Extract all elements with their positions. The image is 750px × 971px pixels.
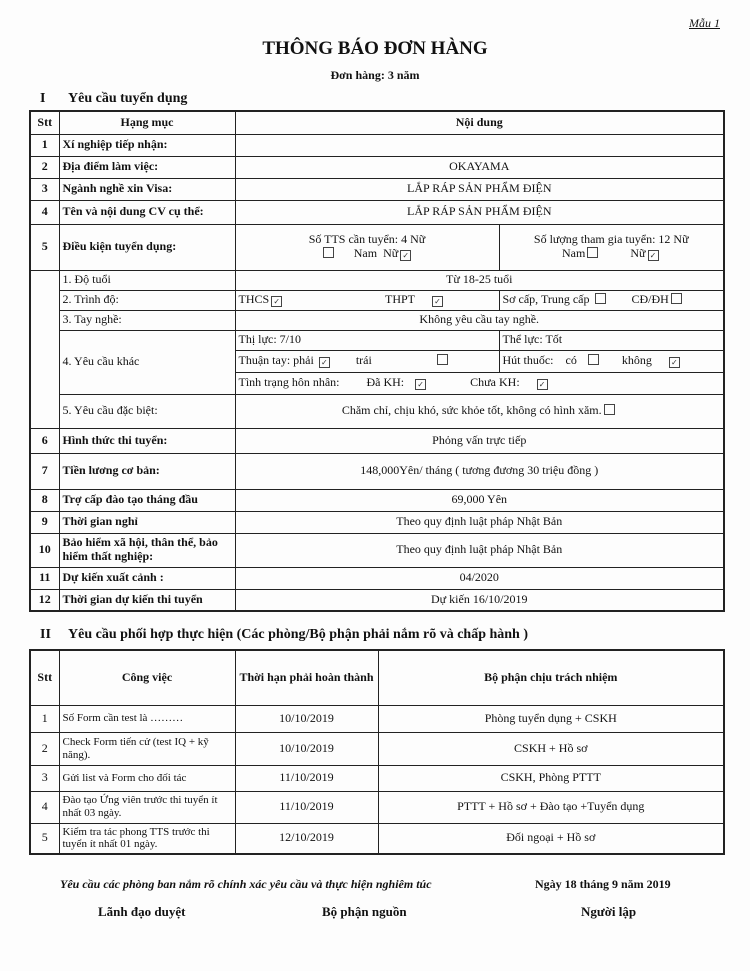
header-stt: Stt [30, 650, 59, 705]
row-label: Hình thức thi tuyển: [59, 428, 235, 453]
education-thcs-thpt [235, 290, 499, 310]
task-stt: 2 [30, 732, 59, 765]
task-stt: 5 [30, 823, 59, 854]
table-row [30, 178, 724, 200]
task-name: Đào tạo Ứng viên trước thi tuyển ít nhất 03 ngày. [59, 791, 235, 823]
signature-source-dept: Bộ phận nguồn [322, 904, 407, 919]
header-task: Công việc [59, 650, 235, 705]
row-label: Xí nghiệp tiếp nhận: [59, 134, 235, 156]
row-stt: 6 [30, 428, 59, 453]
table-row [30, 310, 724, 330]
married-checkbox-checked[interactable]: ✓ [415, 379, 426, 390]
table-row [30, 224, 724, 270]
row-label: Tiền lương cơ bản: [59, 453, 235, 489]
row-value: Phỏng vấn trực tiếp [235, 428, 724, 453]
smoking-yes-checkbox[interactable] [588, 354, 599, 365]
left-hand-label: trái [355, 353, 372, 367]
row-stt: 2 [30, 156, 59, 178]
table-row [30, 533, 724, 567]
socap-checkbox[interactable] [595, 293, 606, 304]
row-value: 69,000 Yên [235, 489, 724, 511]
header-content: Nội dung [235, 111, 724, 134]
eyesight-value: Thị lực: 7/10 [235, 330, 499, 350]
row-label: 5. Yêu cầu đặc biệt: [59, 394, 235, 428]
section-2-number: II [40, 627, 51, 642]
table-row [30, 567, 724, 589]
male-checkbox[interactable] [323, 247, 334, 258]
marital-label: Tình trạng hôn nhân: [238, 375, 340, 389]
row-value: Chăm chỉ, chịu khó, sức khỏe tốt, không có hình xăm. [341, 403, 602, 418]
row-label: Tên và nội dung CV cụ thể: [59, 200, 235, 224]
row-stt: 7 [30, 453, 59, 489]
right-hand-checkbox-checked[interactable]: ✓ [319, 357, 330, 368]
task-name: Check Form tiến cử (test IQ + kỹ năng). [59, 732, 235, 765]
male-checkbox[interactable] [587, 247, 598, 258]
task-deadline: 10/10/2019 [235, 732, 378, 765]
socap-label: Sơ cấp, Trung cấp [502, 292, 590, 307]
cddh-label: CĐ/ĐH [631, 292, 669, 307]
table-row [30, 705, 724, 732]
candidates-count-cell [499, 224, 724, 270]
thpt-checkbox-checked[interactable]: ✓ [432, 296, 443, 307]
row-value: Không yêu cầu tay nghề. [235, 310, 724, 330]
row-label: 4. Yêu cầu khác [59, 330, 235, 394]
task-stt: 4 [30, 791, 59, 823]
task-name: Kiểm tra tác phong TTS trước thi tuyển ít nhất 01 ngày. [59, 823, 235, 854]
single-checkbox-checked[interactable]: ✓ [537, 379, 548, 390]
row-value: Theo quy định luật pháp Nhật Bản [235, 511, 724, 533]
row-label: Bảo hiểm xã hội, thân thể, bảo hiểm thất nghiệp: [59, 533, 235, 567]
section-1-number: I [40, 91, 46, 106]
section-1-title: Yêu cầu tuyển dụng [68, 91, 188, 106]
row-label: Thời gian nghỉ [59, 511, 235, 533]
task-department: PTTT + Hồ sơ + Đào tạo +Tuyển dụng [378, 791, 724, 823]
table-row [30, 134, 724, 156]
row-label: Thời gian dự kiến thi tuyển [59, 589, 235, 611]
empty-stt-cell [30, 270, 59, 428]
row-stt: 9 [30, 511, 59, 533]
header-department: Bộ phận chịu trách nhiệm [378, 650, 724, 705]
signature-approver: Lãnh đạo duyệt [98, 904, 186, 919]
row-value: Theo quy định luật pháp Nhật Bản [235, 533, 724, 567]
row-label: Ngành nghề xin Visa: [59, 178, 235, 200]
table-row [30, 330, 724, 350]
trainee-needed-cell [235, 224, 499, 270]
row-value: 148,000Yên/ tháng ( tương đương 30 triệu đồng ) [235, 453, 724, 489]
smoking-no-label: không [621, 353, 652, 367]
task-name: Gửi list và Form cho đối tác [59, 765, 235, 791]
task-deadline: 11/10/2019 [235, 791, 378, 823]
table-row [30, 290, 724, 310]
table-row [30, 428, 724, 453]
row-value: LẮP RÁP SẢN PHẨM ĐIỆN [235, 200, 724, 224]
cddh-checkbox[interactable] [671, 293, 682, 304]
task-deadline: 11/10/2019 [235, 765, 378, 791]
task-deadline: 12/10/2019 [235, 823, 378, 854]
handedness-cell [235, 350, 499, 372]
table-row [30, 511, 724, 533]
male-label: Nam [353, 245, 378, 260]
task-department: Đối ngoại + Hồ sơ [378, 823, 724, 854]
header-item: Hạng mục [59, 111, 235, 134]
document-date: Ngày 18 tháng 9 năm 2019 [535, 877, 671, 891]
male-label: Nam [562, 245, 586, 260]
task-deadline: 10/10/2019 [235, 705, 378, 732]
tattoo-checkbox[interactable] [604, 404, 615, 415]
table-row [30, 765, 724, 791]
female-label: Nữ [383, 245, 399, 260]
recruitment-requirements-table [29, 110, 725, 612]
table-row [30, 791, 724, 823]
row-label: 3. Tay nghề: [59, 310, 235, 330]
left-hand-checkbox[interactable] [437, 354, 448, 365]
thcs-label: THCS [238, 292, 270, 306]
task-department: CSKH, Phòng PTTT [378, 765, 724, 791]
header-deadline: Thời hạn phải hoàn thành [235, 650, 378, 705]
row-label: Dự kiến xuất cảnh : [59, 567, 235, 589]
section-1-heading [40, 91, 187, 107]
task-stt: 3 [30, 765, 59, 791]
thcs-checkbox-checked[interactable]: ✓ [271, 296, 282, 307]
table-row [30, 394, 724, 428]
smoking-label: Hút thuốc: [502, 353, 554, 367]
fitness-value: Thể lực: Tốt [499, 330, 724, 350]
row-stt: 11 [30, 567, 59, 589]
row-value: Dự kiến 16/10/2019 [235, 589, 724, 611]
table-row [30, 823, 724, 854]
form-number: Mẫu 1 [689, 16, 720, 30]
coordination-table [29, 649, 725, 855]
single-label: Chưa KH: [470, 375, 520, 389]
table-row [30, 453, 724, 489]
row-stt: 5 [30, 224, 59, 270]
handedness-label: Thuận tay: phải [238, 353, 314, 367]
task-department: CSKH + Hồ sơ [378, 732, 724, 765]
table-row [30, 732, 724, 765]
signature-preparer: Người lập [581, 904, 637, 919]
table-row [30, 270, 724, 290]
row-label: Trợ cấp đào tạo tháng đầu [59, 489, 235, 511]
header-stt: Stt [30, 111, 59, 134]
row-label: Địa điểm làm việc: [59, 156, 235, 178]
task-department: Phòng tuyển dụng + CSKH [378, 705, 724, 732]
marital-status-cell [235, 372, 724, 394]
row-value: Từ 18-25 tuổi [235, 270, 724, 290]
footer-note: Yêu cầu các phòng ban nắm rõ chính xác yêu cầu và thực hiện nghiêm túc [60, 877, 432, 891]
female-checkbox-checked[interactable]: ✓ [648, 250, 659, 261]
thpt-label: THPT [384, 292, 415, 306]
female-label: Nữ [630, 245, 646, 260]
smoking-cell [499, 350, 724, 372]
smoking-yes-label: có [565, 353, 577, 367]
candidates-count-text: Số lượng tham gia tuyển: 12 Nữ [533, 232, 689, 247]
smoking-no-checkbox-checked[interactable]: ✓ [669, 357, 680, 368]
table-row [30, 489, 724, 511]
row-label: Điều kiện tuyển dụng: [59, 224, 235, 270]
table-row [30, 589, 724, 611]
row-stt: 10 [30, 533, 59, 567]
document-title: THÔNG BÁO ĐƠN HÀNG [262, 38, 488, 59]
row-stt: 3 [30, 178, 59, 200]
trainee-needed-text: Số TTS cần tuyển: 4 Nữ [308, 232, 426, 247]
married-label: Đã KH: [366, 375, 405, 389]
section-2-heading [40, 627, 528, 643]
row-label: 2. Trình độ: [59, 290, 235, 310]
row-value: LẮP RÁP SẢN PHẨM ĐIỆN [235, 178, 724, 200]
row-value: OKAYAMA [235, 156, 724, 178]
table-row [30, 156, 724, 178]
row-value [235, 134, 724, 156]
table-header-row [30, 111, 724, 134]
order-duration: Đơn hàng: 3 năm [330, 68, 420, 82]
task-name: Số Form cần test là ……… [59, 705, 235, 732]
special-requirement-cell [235, 394, 724, 428]
row-stt: 8 [30, 489, 59, 511]
section-2-title: Yêu cầu phối hợp thực hiện (Các phòng/Bộ phận phải nắm rõ và chấp hành ) [68, 627, 528, 642]
education-higher [499, 290, 724, 310]
row-label: 1. Độ tuổi [59, 270, 235, 290]
table-row [30, 200, 724, 224]
row-stt: 12 [30, 589, 59, 611]
row-value: 04/2020 [235, 567, 724, 589]
task-stt: 1 [30, 705, 59, 732]
table-header-row [30, 650, 724, 705]
row-stt: 4 [30, 200, 59, 224]
row-stt: 1 [30, 134, 59, 156]
female-checkbox-checked[interactable]: ✓ [400, 250, 411, 261]
